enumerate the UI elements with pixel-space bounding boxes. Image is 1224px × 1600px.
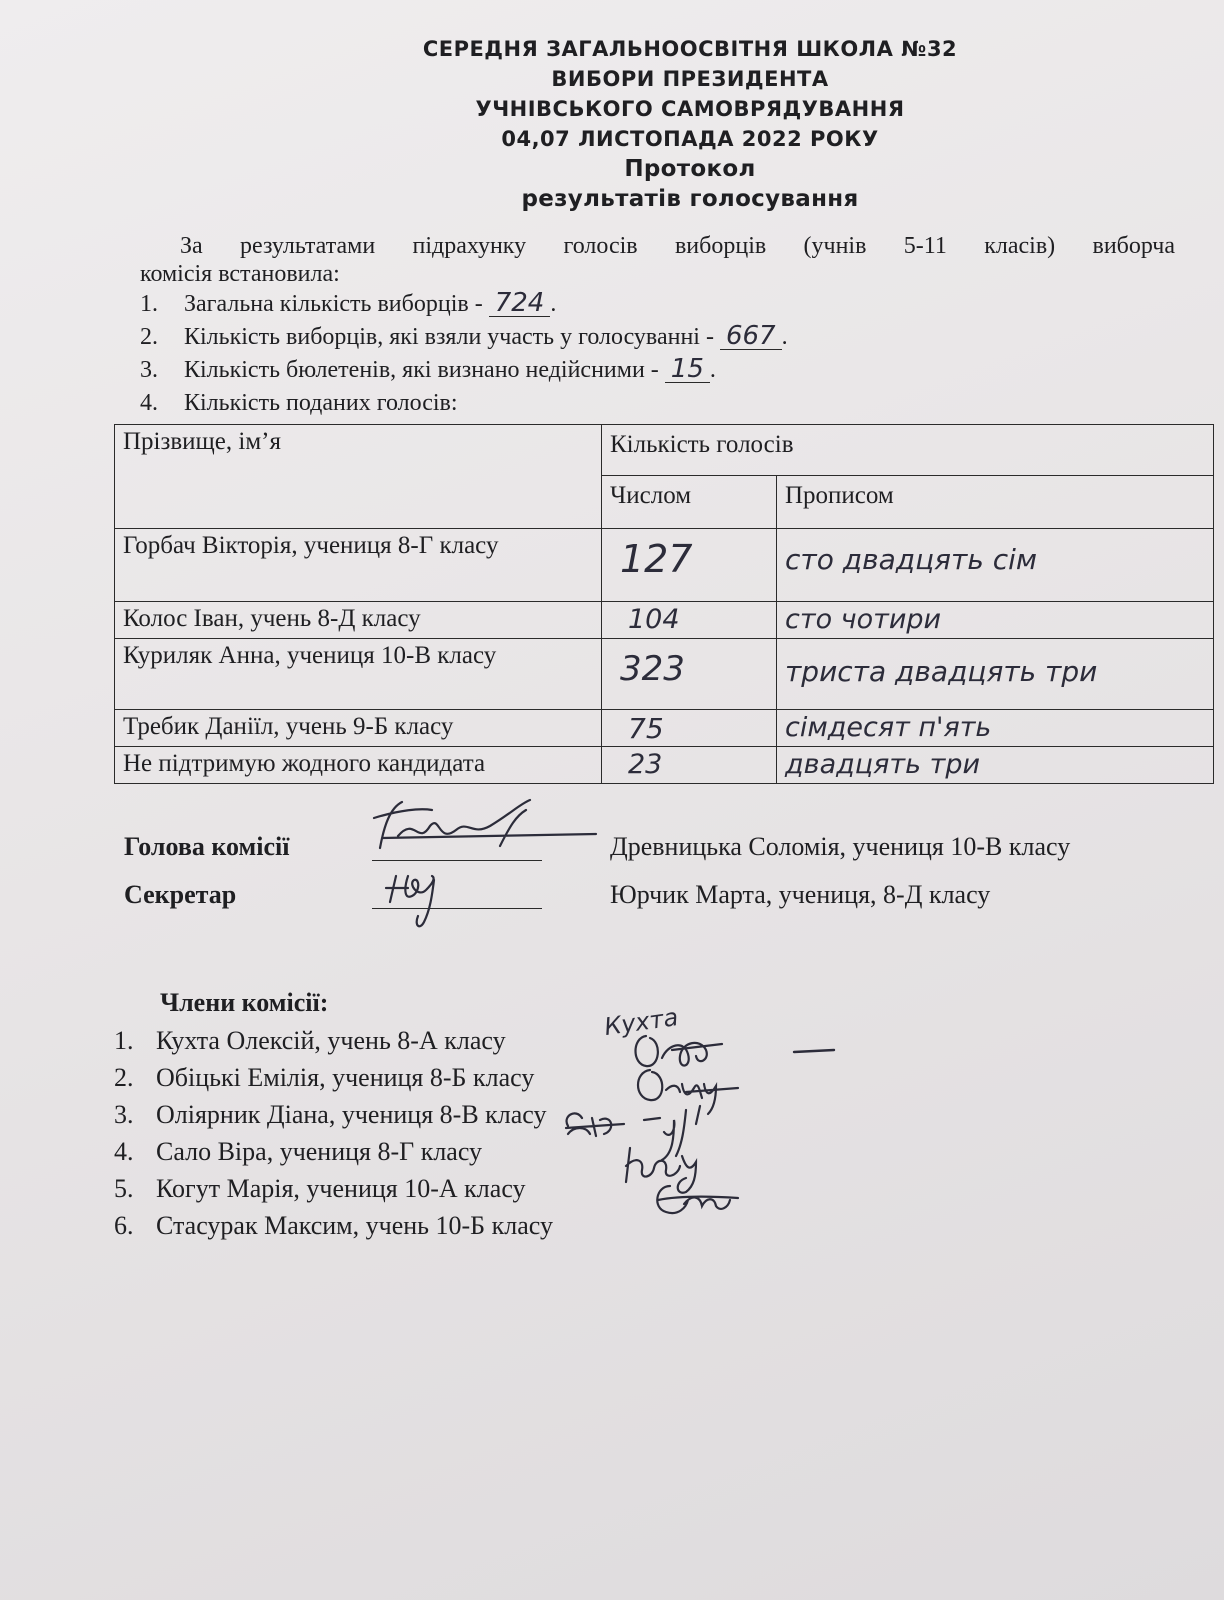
secretary-name: Юрчик Марта, учениця, 8-Д класу <box>610 880 991 909</box>
votes-number: 23 <box>602 747 777 784</box>
handwritten-value: 15 <box>665 356 710 383</box>
stray-mark-icon <box>790 1044 840 1058</box>
votes-number: 104 <box>602 602 777 639</box>
secretary-signature-row <box>124 880 1184 920</box>
secretary-signature-icon <box>378 866 508 936</box>
result-item-total-voters: 1. Загальна кількість виборців - 724 . <box>140 288 557 318</box>
list-item: 3. Оліярник Діана, учениця 8-В класу <box>114 1100 547 1129</box>
protocol-title: Протокол <box>624 156 756 182</box>
election-date: 04,07 ЛИСТОПАДА 2022 РОКУ <box>501 127 879 151</box>
votes-words: сто двадцять сім <box>777 529 1214 602</box>
column-header-name: Прізвище, ім’я <box>115 425 602 529</box>
votes-words: двадцять три <box>777 747 1214 784</box>
column-header-votes: Кількість голосів <box>602 425 1214 476</box>
votes-table <box>114 424 1214 784</box>
chair-name: Древницька Соломія, учениця 10-В класу <box>610 832 1071 861</box>
column-header-number: Числом <box>602 476 777 529</box>
table-row <box>115 529 1214 602</box>
candidate-name: Колос Іван, учень 8-Д класу <box>115 602 602 639</box>
list-item: 4. Сало Віра, учениця 8-Г класу <box>114 1137 483 1166</box>
members-list <box>114 1022 553 1244</box>
column-header-words: Прописом <box>777 476 1214 529</box>
handwritten-value: 667 <box>720 323 782 350</box>
votes-words: сто чотири <box>777 602 1214 639</box>
chair-signature-row <box>124 832 1184 872</box>
secretary-role: Секретар <box>124 880 237 909</box>
list-item: 2. Обіцькі Емілія, учениця 8-Б класу <box>114 1063 535 1092</box>
svg-text:Кухта: Кухта <box>602 1003 680 1042</box>
list-item: 5. Когут Марія, учениця 10-А класу <box>114 1174 526 1203</box>
election-title: ВИБОРИ ПРЕЗИДЕНТА <box>551 67 829 91</box>
result-item-participants: 2. Кількість виборців, які взяли участь у голосуванні - 667 . <box>140 321 788 351</box>
school-name: СЕРЕДНЯ ЗАГАЛЬНООСВІТНЯ ШКОЛА №32 <box>422 37 958 61</box>
member-6-signature-icon <box>648 1178 748 1222</box>
table-row <box>115 639 1214 710</box>
chair-signature-icon <box>360 796 600 866</box>
list-item: 1. Кухта Олексій, учень 8-А класу <box>114 1026 506 1055</box>
protocol-subtitle: результатів голосування <box>521 186 859 212</box>
document-header <box>330 34 1050 214</box>
results-list <box>140 288 788 420</box>
members-title: Члени комісії: <box>160 988 329 1017</box>
table-row <box>115 710 1214 747</box>
candidate-name: Горбач Вікторія, учениця 8-Г класу <box>115 529 602 602</box>
result-item-votes-cast: 4. Кількість поданих голосів: <box>140 390 458 416</box>
intro-line-2: комісія встановила: <box>140 261 340 287</box>
intro-line-1: За результатами підрахунку голосів виборців (учнів 5-11 класів) виборча <box>180 233 1175 259</box>
intro-paragraph <box>140 232 1175 288</box>
votes-words: сімдесят п'ять <box>777 710 1214 747</box>
chair-role: Голова комісії <box>124 832 290 861</box>
candidate-name: Требик Даніїл, учень 9-Б класу <box>115 710 602 747</box>
votes-number: 75 <box>602 710 777 747</box>
table-row <box>115 602 1214 639</box>
votes-number: 323 <box>602 639 777 710</box>
list-item: 6. Стасурак Максим, учень 10-Б класу <box>114 1211 553 1240</box>
result-item-invalid-ballots: 3. Кількість бюлетенів, які визнано недійсними - 15 . <box>140 354 716 384</box>
table-header-row <box>115 425 1214 476</box>
handwritten-value: 724 <box>489 290 551 317</box>
table-row <box>115 747 1214 784</box>
candidate-name: Не підтримую жодного кандидата <box>115 747 602 784</box>
votes-words: триста двадцять три <box>777 639 1214 710</box>
election-subtitle: УЧНІВСЬКОГО САМОВРЯДУВАННЯ <box>475 97 905 121</box>
votes-number: 127 <box>602 529 777 602</box>
candidate-name: Куриляк Анна, учениця 10-В класу <box>115 639 602 710</box>
